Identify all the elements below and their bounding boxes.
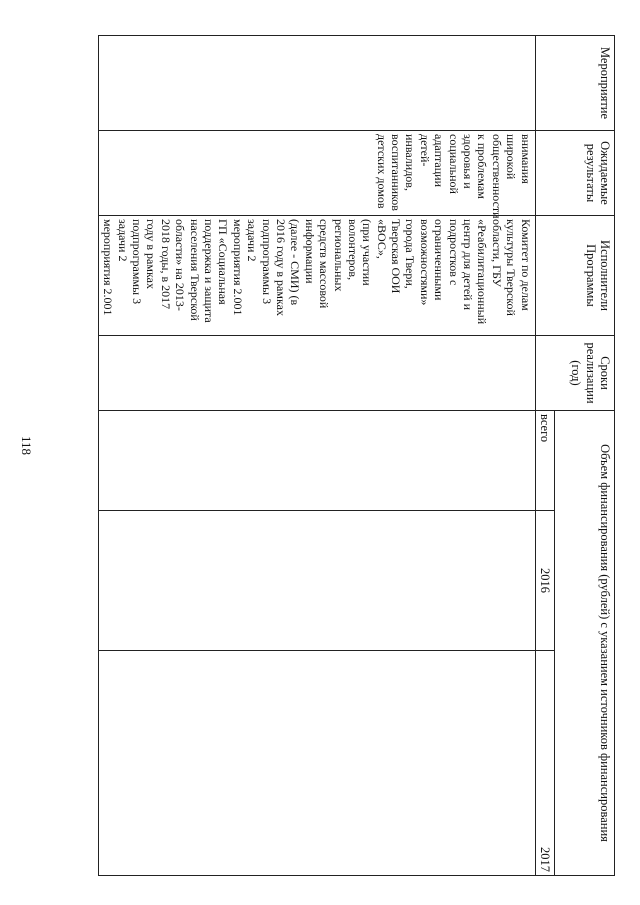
executor-line: подпрограммы 3 <box>259 219 274 305</box>
header-expected: Ожидаемые результаты <box>535 131 614 216</box>
executor-line: мероприятия 2.001 <box>230 219 245 316</box>
cell-expected: внимания широкой общественности к проблемам здоровья и социальной адаптации детей-инвалидов, воспитанников детских домов <box>98 131 535 216</box>
header-funding: Объем финансирования (рублей) с указанием источников финансирования <box>555 411 615 876</box>
executor-line: 2018 годы, в 2017 <box>158 219 173 310</box>
executor-line: 2016 году в рамках <box>273 219 288 316</box>
executor-line: области» на 2013- <box>173 219 188 311</box>
header-2016: 2016 <box>535 511 554 651</box>
executor-line: мероприятия 2.001 <box>101 219 116 316</box>
header-total: всего <box>535 411 554 511</box>
header-executors: Исполнители Программы <box>535 216 614 336</box>
executor-line: ГП «Социальная <box>216 219 231 305</box>
executor-line: (далее - СМИ) (в <box>288 219 303 306</box>
executor-line: «ВОС», <box>374 219 389 259</box>
header-measure: Мероприятие <box>535 36 614 131</box>
executor-line: «Реабилитационный <box>475 219 490 325</box>
header-2017: 2017 <box>535 651 554 876</box>
cell-executors <box>98 216 535 336</box>
executor-line: информации <box>302 219 317 284</box>
executor-line: волонтеров, <box>345 219 360 281</box>
executor-line: ограниченными <box>432 219 447 301</box>
executor-line: (при участии <box>360 219 375 286</box>
executor-line: населения Тверской <box>187 219 202 321</box>
executor-line: Комитет по делам <box>518 219 533 311</box>
cell-2016 <box>98 511 535 651</box>
executor-line: задачи 2 <box>245 219 260 262</box>
executor-line: региональных <box>331 219 346 292</box>
executor-line: поддержка и защита <box>202 219 217 323</box>
executor-line: области, ГБУ <box>489 219 504 288</box>
executor-line: подпрограммы 3 <box>130 219 145 305</box>
cell-measure <box>98 36 535 131</box>
program-table <box>98 35 615 876</box>
executor-line: культуры Тверской <box>504 219 519 316</box>
cell-2017 <box>98 651 535 876</box>
executor-line: города Твери, <box>403 219 418 289</box>
cell-total <box>98 411 535 511</box>
executor-line: подростков с <box>446 219 461 286</box>
executor-line: Тверская ООИ <box>389 219 404 294</box>
rotated-table-container <box>101 35 615 875</box>
executor-line: центр для детей и <box>461 219 476 311</box>
cell-terms <box>98 336 535 411</box>
page-number: 118 <box>19 436 34 456</box>
executor-line: возможностями» <box>417 219 432 306</box>
header-terms: Сроки реализации (год) <box>535 336 614 411</box>
executor-line: средств массовой <box>317 219 332 309</box>
executor-line: году в рамках <box>144 219 159 289</box>
executor-line: задачи 2 <box>115 219 130 262</box>
